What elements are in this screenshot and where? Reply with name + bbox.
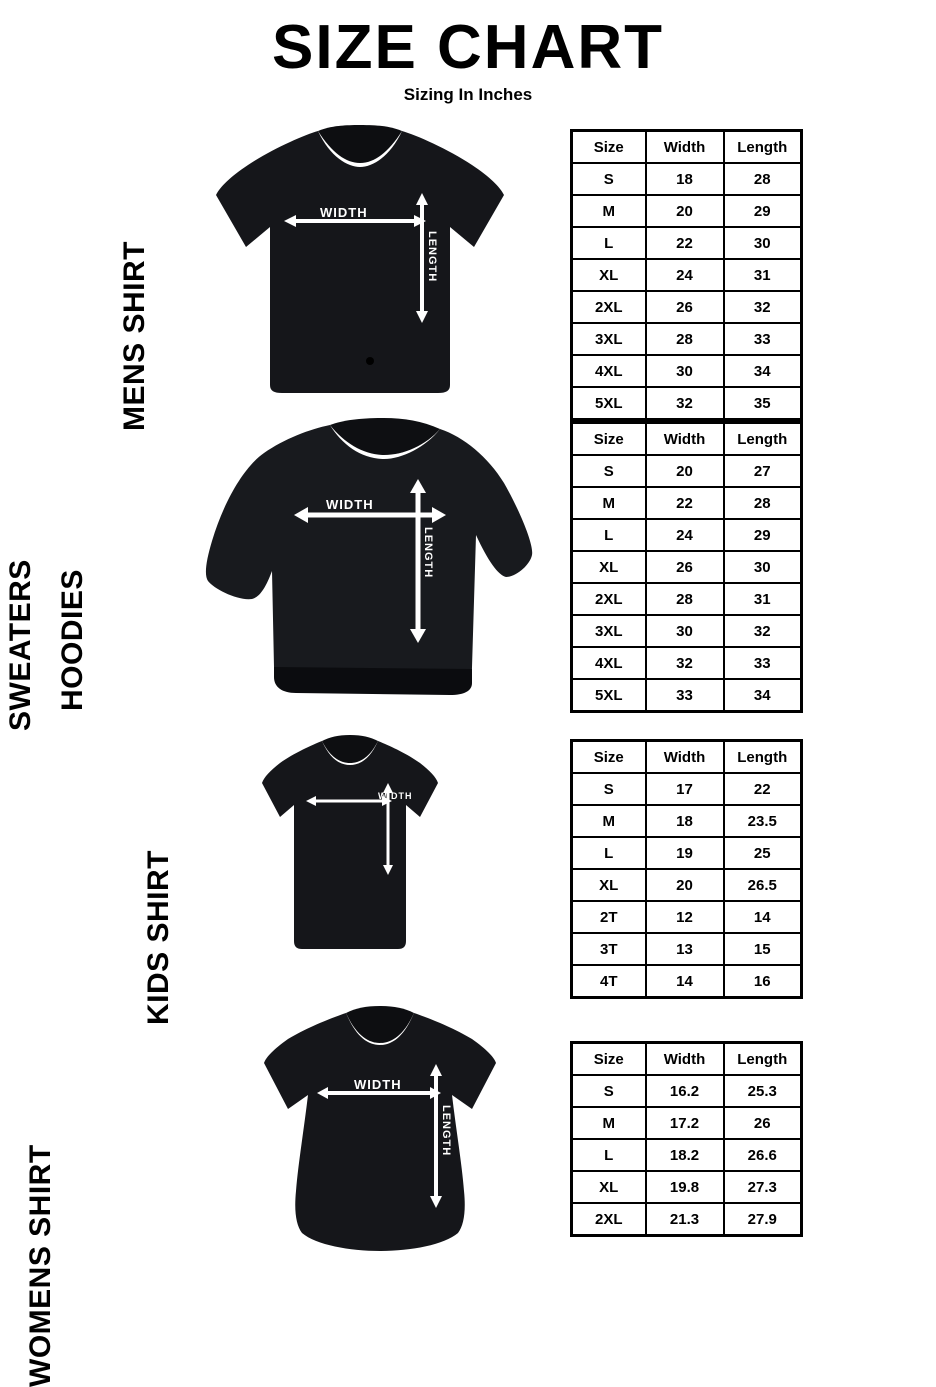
cell-size: M [572,487,646,519]
table-row [572,163,802,195]
table-row [572,773,802,805]
cell-width: 13 [646,933,724,965]
cell-size: 2XL [572,1203,646,1236]
cell-length: 35 [724,387,802,420]
cell-length: 34 [724,679,802,712]
cell-width: 28 [646,323,724,355]
cell-length: 34 [724,355,802,387]
cell-width: 18.2 [646,1139,724,1171]
cell-length: 30 [724,551,802,583]
table-row [572,291,802,323]
cell-size: L [572,519,646,551]
sweater-graphic [200,415,570,705]
cell-length: 33 [724,647,802,679]
cell-size: 4T [572,965,646,998]
cell-width: 32 [646,387,724,420]
cell-length: 26.5 [724,869,802,901]
cell-width: 14 [646,965,724,998]
section-label-text: KIDS SHIRT [142,850,175,1026]
length-label: LENGTH [440,1105,452,1157]
table-header-row [572,741,802,774]
column-header-length: Length [724,741,802,774]
cell-size: M [572,1107,646,1139]
column-header-width: Width [646,423,724,456]
cell-width: 32 [646,647,724,679]
table-row [572,1139,802,1171]
table-row [572,869,802,901]
cell-size: S [572,773,646,805]
cell-length: 31 [724,259,802,291]
table-row [572,259,802,291]
cell-width: 24 [646,519,724,551]
cell-length: 26.6 [724,1139,802,1171]
width-label: WIDTH [320,205,368,221]
section-label-text-2: HOODIES [56,569,89,712]
size-table-kids-shirt [570,739,803,999]
cell-size: 2XL [572,291,646,323]
womens-tshirt-graphic [250,1005,570,1255]
cell-size: 3XL [572,615,646,647]
cell-size: 4XL [572,355,646,387]
column-header-length: Length [724,131,802,164]
cell-width: 16.2 [646,1075,724,1107]
cell-width: 20 [646,195,724,227]
column-header-size: Size [572,423,646,456]
column-header-width: Width [646,741,724,774]
cell-length: 28 [724,163,802,195]
cell-length: 27.3 [724,1171,802,1203]
cell-size: 2T [572,901,646,933]
cell-length: 29 [724,195,802,227]
length-label: LENGTH [426,231,438,283]
cell-length: 16 [724,965,802,998]
table-row [572,1107,802,1139]
column-header-size: Size [572,1043,646,1076]
cell-width: 20 [646,455,724,487]
cell-length: 14 [724,901,802,933]
cell-width: 18 [646,163,724,195]
size-table-mens-shirt [570,129,803,421]
chart-header [0,0,936,105]
cell-width: 30 [646,615,724,647]
mens-tshirt-graphic [200,123,570,395]
cell-width: 18 [646,805,724,837]
garment-illustration-mens-shirt [200,123,570,395]
table-header-row [572,423,802,456]
cell-size: 5XL [572,387,646,420]
table-row [572,583,802,615]
table-row [572,1075,802,1107]
table-row [572,1203,802,1236]
garment-illustration-womens-shirt [200,1005,570,1255]
table-row [572,1171,802,1203]
size-table-womens-shirt [570,1041,803,1237]
section-label-text: SWEATERS [4,559,37,732]
cell-length: 32 [724,291,802,323]
page-title: SIZE CHART [272,13,664,82]
cell-width: 33 [646,679,724,712]
cell-size: S [572,455,646,487]
column-header-width: Width [646,1043,724,1076]
garment-illustration-sweater [200,415,570,705]
cell-length: 32 [724,615,802,647]
cell-size: L [572,837,646,869]
cell-size: S [572,1075,646,1107]
cell-length: 28 [724,487,802,519]
cell-length: 27.9 [724,1203,802,1236]
column-header-size: Size [572,131,646,164]
width-label: WIDTH [326,497,374,513]
cell-length: 15 [724,933,802,965]
cell-width: 22 [646,487,724,519]
table-row [572,355,802,387]
cell-length: 25.3 [724,1075,802,1107]
length-label: LENGTH [422,527,434,579]
page-subtitle: Sizing In Inches [403,85,533,105]
length-label: LENGTH [440,811,447,847]
cell-size: 2XL [572,583,646,615]
table-row [572,227,802,259]
cell-length: 22 [724,773,802,805]
table-row [572,551,802,583]
table-womens [570,1041,803,1237]
section-label-text: MENS SHIRT [118,241,151,432]
size-table-sweaters-hoodies [570,421,803,713]
cell-length: 25 [724,837,802,869]
cell-size: S [572,163,646,195]
section-label-text: WOMENS SHIRT [24,1144,57,1387]
table-row [572,965,802,998]
cell-width: 17.2 [646,1107,724,1139]
cell-length: 30 [724,227,802,259]
cell-width: 24 [646,259,724,291]
cell-width: 17 [646,773,724,805]
table-row [572,519,802,551]
cell-size: M [572,195,646,227]
section-mens-shirt [0,123,936,432]
table-row [572,647,802,679]
cell-length: 27 [724,455,802,487]
table-kids [570,739,803,999]
cell-size: XL [572,551,646,583]
cell-size: L [572,227,646,259]
cell-width: 22 [646,227,724,259]
cell-width: 28 [646,583,724,615]
cell-size: M [572,805,646,837]
cell-size: 3T [572,933,646,965]
column-header-width: Width [646,131,724,164]
table-header-row [572,1043,802,1076]
cell-size: 5XL [572,679,646,712]
cell-width: 26 [646,551,724,583]
cell-length: 33 [724,323,802,355]
table-row [572,323,802,355]
cell-width: 30 [646,355,724,387]
cell-size: 3XL [572,323,646,355]
table-row [572,901,802,933]
table-row [572,837,802,869]
cell-size: 4XL [572,647,646,679]
kids-tshirt-graphic [250,733,570,953]
section-kids-shirt [0,733,936,1026]
table-row [572,679,802,712]
width-label: WIDTH [378,791,413,802]
cell-size: XL [572,1171,646,1203]
table-sweaters [570,421,803,713]
cell-length: 31 [724,583,802,615]
cell-width: 26 [646,291,724,323]
table-row [572,195,802,227]
cell-width: 19.8 [646,1171,724,1203]
column-header-size: Size [572,741,646,774]
section-womens-shirt [0,1005,936,1387]
width-label: WIDTH [354,1077,402,1093]
table-row [572,805,802,837]
cell-length: 23.5 [724,805,802,837]
section-sweaters-hoodies [0,415,936,732]
cell-length: 29 [724,519,802,551]
cell-size: XL [572,869,646,901]
column-header-length: Length [724,1043,802,1076]
table-row [572,487,802,519]
cell-size: XL [572,259,646,291]
cell-width: 19 [646,837,724,869]
cell-length: 26 [724,1107,802,1139]
table-row [572,455,802,487]
table-header-row [572,131,802,164]
table-row [572,933,802,965]
cell-width: 21.3 [646,1203,724,1236]
cell-size: L [572,1139,646,1171]
cell-width: 20 [646,869,724,901]
garment-illustration-kids-shirt [200,733,570,953]
table-row [572,615,802,647]
table-mens [570,129,803,421]
column-header-length: Length [724,423,802,456]
cell-width: 12 [646,901,724,933]
